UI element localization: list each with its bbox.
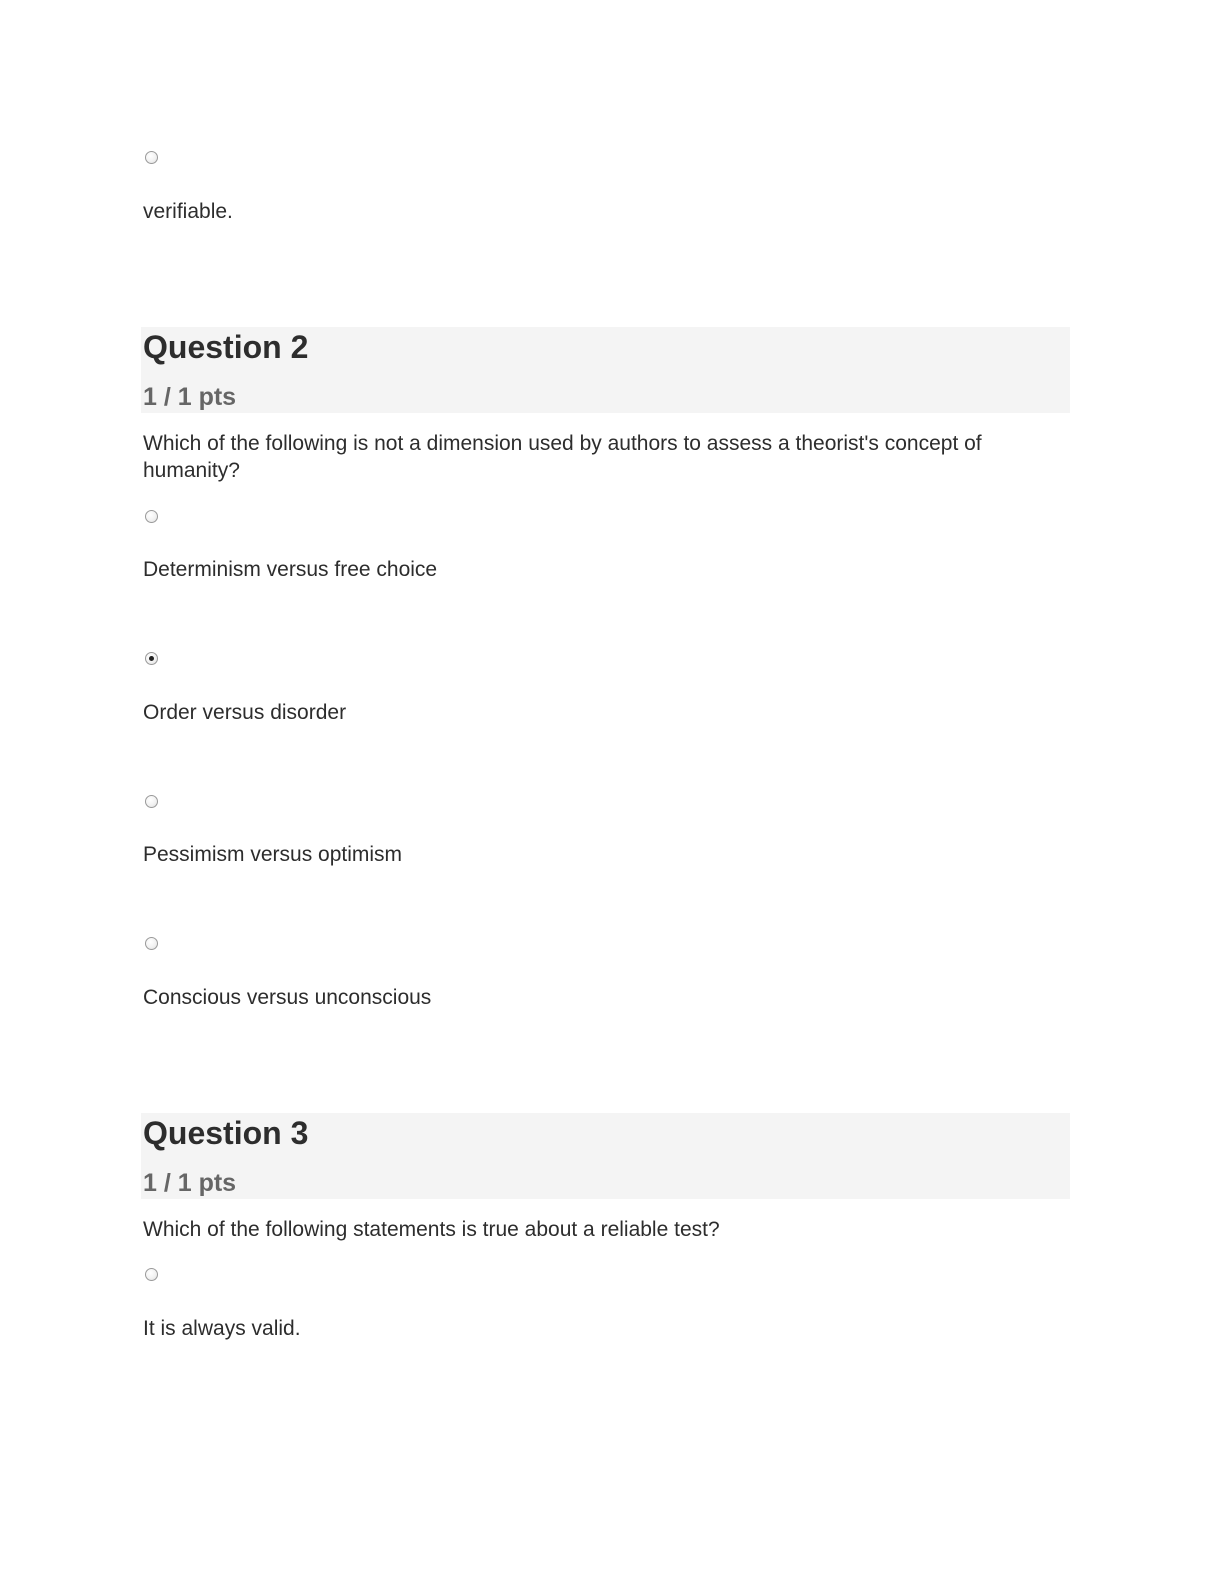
answer-radio[interactable]	[145, 795, 158, 808]
question-title: Question 2	[143, 329, 309, 365]
answer-radio[interactable]	[145, 151, 158, 164]
question-points: 1 / 1 pts	[143, 383, 237, 411]
answer-radio[interactable]	[145, 510, 158, 523]
answer-label: Determinism versus free choice	[143, 558, 438, 581]
answer-label: Conscious versus unconscious	[143, 986, 432, 1009]
question-prompt: Which of the following is not a dimension used by authors to assess a theorist's concept of humanity?	[143, 432, 982, 482]
answer-radio[interactable]	[145, 937, 158, 950]
answer-radio[interactable]	[145, 1268, 158, 1281]
question-prompt: Which of the following statements is true about a reliable test?	[143, 1218, 720, 1241]
question-header	[141, 1113, 1070, 1199]
answer-label: Order versus disorder	[143, 701, 347, 724]
answer-label: It is always valid.	[143, 1317, 301, 1340]
question-title: Question 3	[143, 1115, 309, 1151]
answer-label: Pessimism versus optimism	[143, 843, 403, 866]
question-points: 1 / 1 pts	[143, 1169, 237, 1197]
answer-label: verifiable.	[143, 200, 233, 223]
question-header	[141, 327, 1070, 413]
answer-radio-selected[interactable]	[145, 652, 158, 665]
